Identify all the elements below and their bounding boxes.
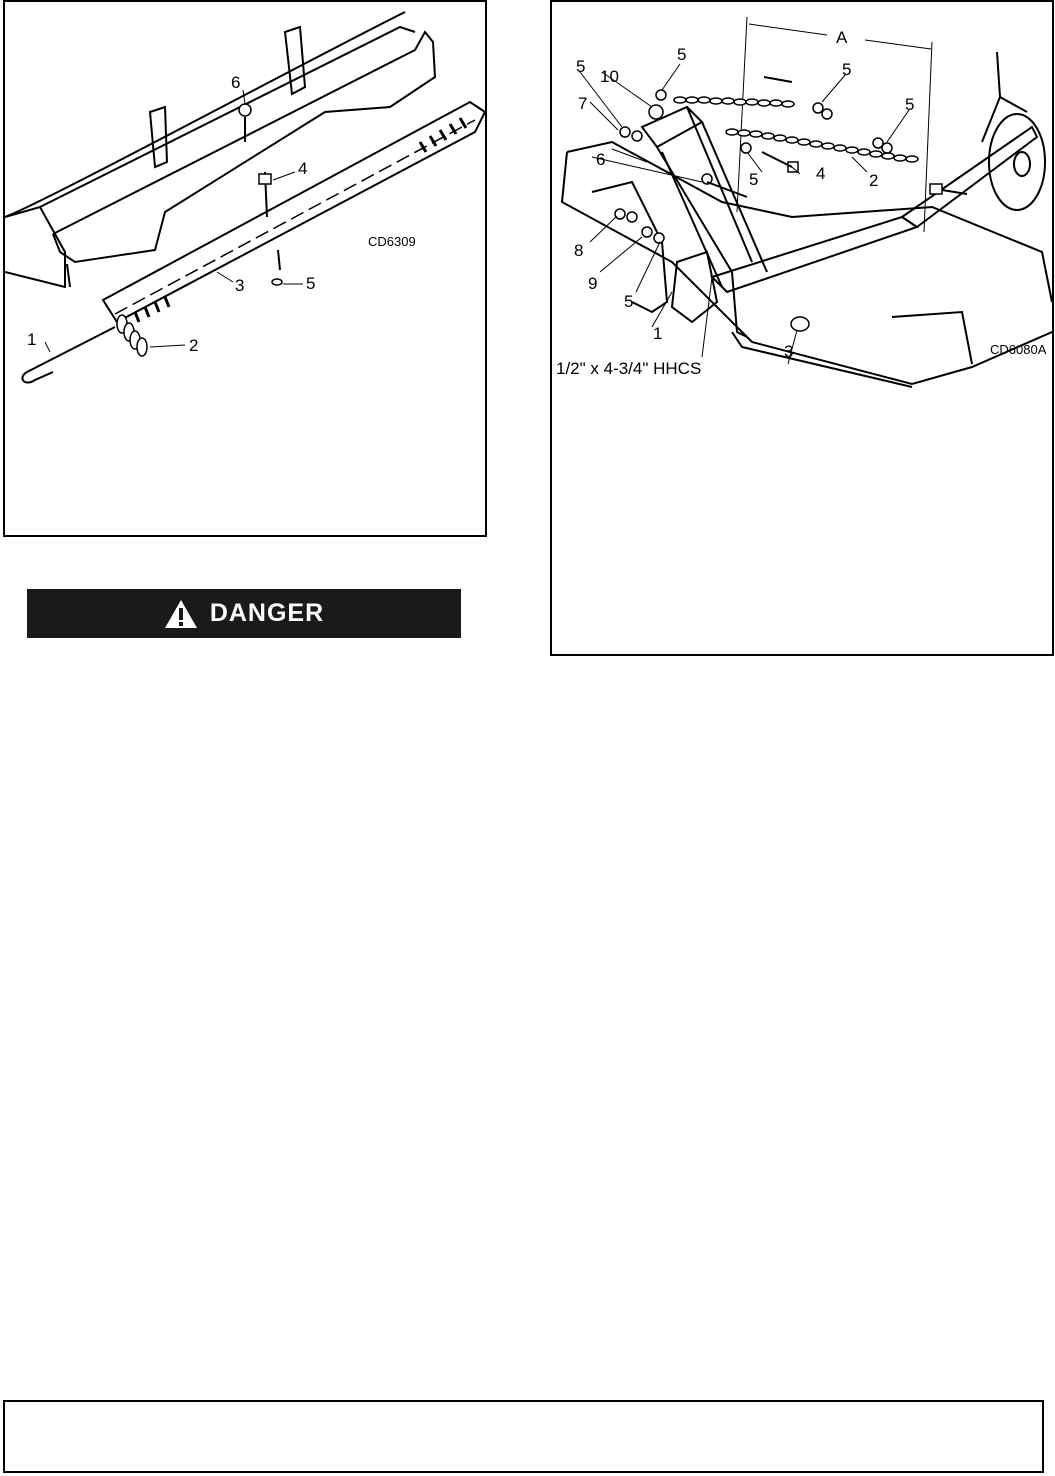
figure-lift-linkage-assembly xyxy=(550,0,1054,656)
callout-2: 2 xyxy=(189,336,199,355)
danger-banner xyxy=(27,589,461,638)
callout-5e: 5 xyxy=(749,170,759,189)
figure-chain-shield-assembly xyxy=(3,0,487,537)
callout-5d: 5 xyxy=(905,95,915,114)
callout-4: 4 xyxy=(816,164,826,183)
callout-5c: 5 xyxy=(842,60,852,79)
callout-1: 1 xyxy=(27,330,37,349)
callout-5a: 5 xyxy=(677,45,687,64)
callout-4: 4 xyxy=(298,159,308,178)
figure-code: CD6309 xyxy=(368,234,416,249)
callout-5b: 5 xyxy=(576,57,586,76)
callout-3: 3 xyxy=(235,276,245,295)
callout-1: 1 xyxy=(653,324,663,343)
warning-triangle-icon xyxy=(164,599,198,629)
callout-6: 6 xyxy=(231,73,241,92)
callout-9: 9 xyxy=(588,274,598,293)
lift-linkage-illustration xyxy=(552,2,1052,654)
callout-3: 3 xyxy=(784,342,794,361)
chain-shield-illustration xyxy=(5,2,485,535)
callout-2: 2 xyxy=(869,171,879,190)
footer-box xyxy=(3,1400,1044,1473)
callout-5: 5 xyxy=(306,274,316,293)
callout-10: 10 xyxy=(600,67,619,86)
callout-8: 8 xyxy=(574,241,584,260)
danger-label: DANGER xyxy=(209,599,325,627)
bolt-label: 1/2" x 4-3/4" HHCS xyxy=(556,359,702,378)
callout-dimension-a: A xyxy=(836,28,848,47)
callout-5f: 5 xyxy=(624,292,634,311)
callout-6: 6 xyxy=(596,150,606,169)
callout-7: 7 xyxy=(578,94,588,113)
figure-code: CD6080A xyxy=(990,342,1047,357)
